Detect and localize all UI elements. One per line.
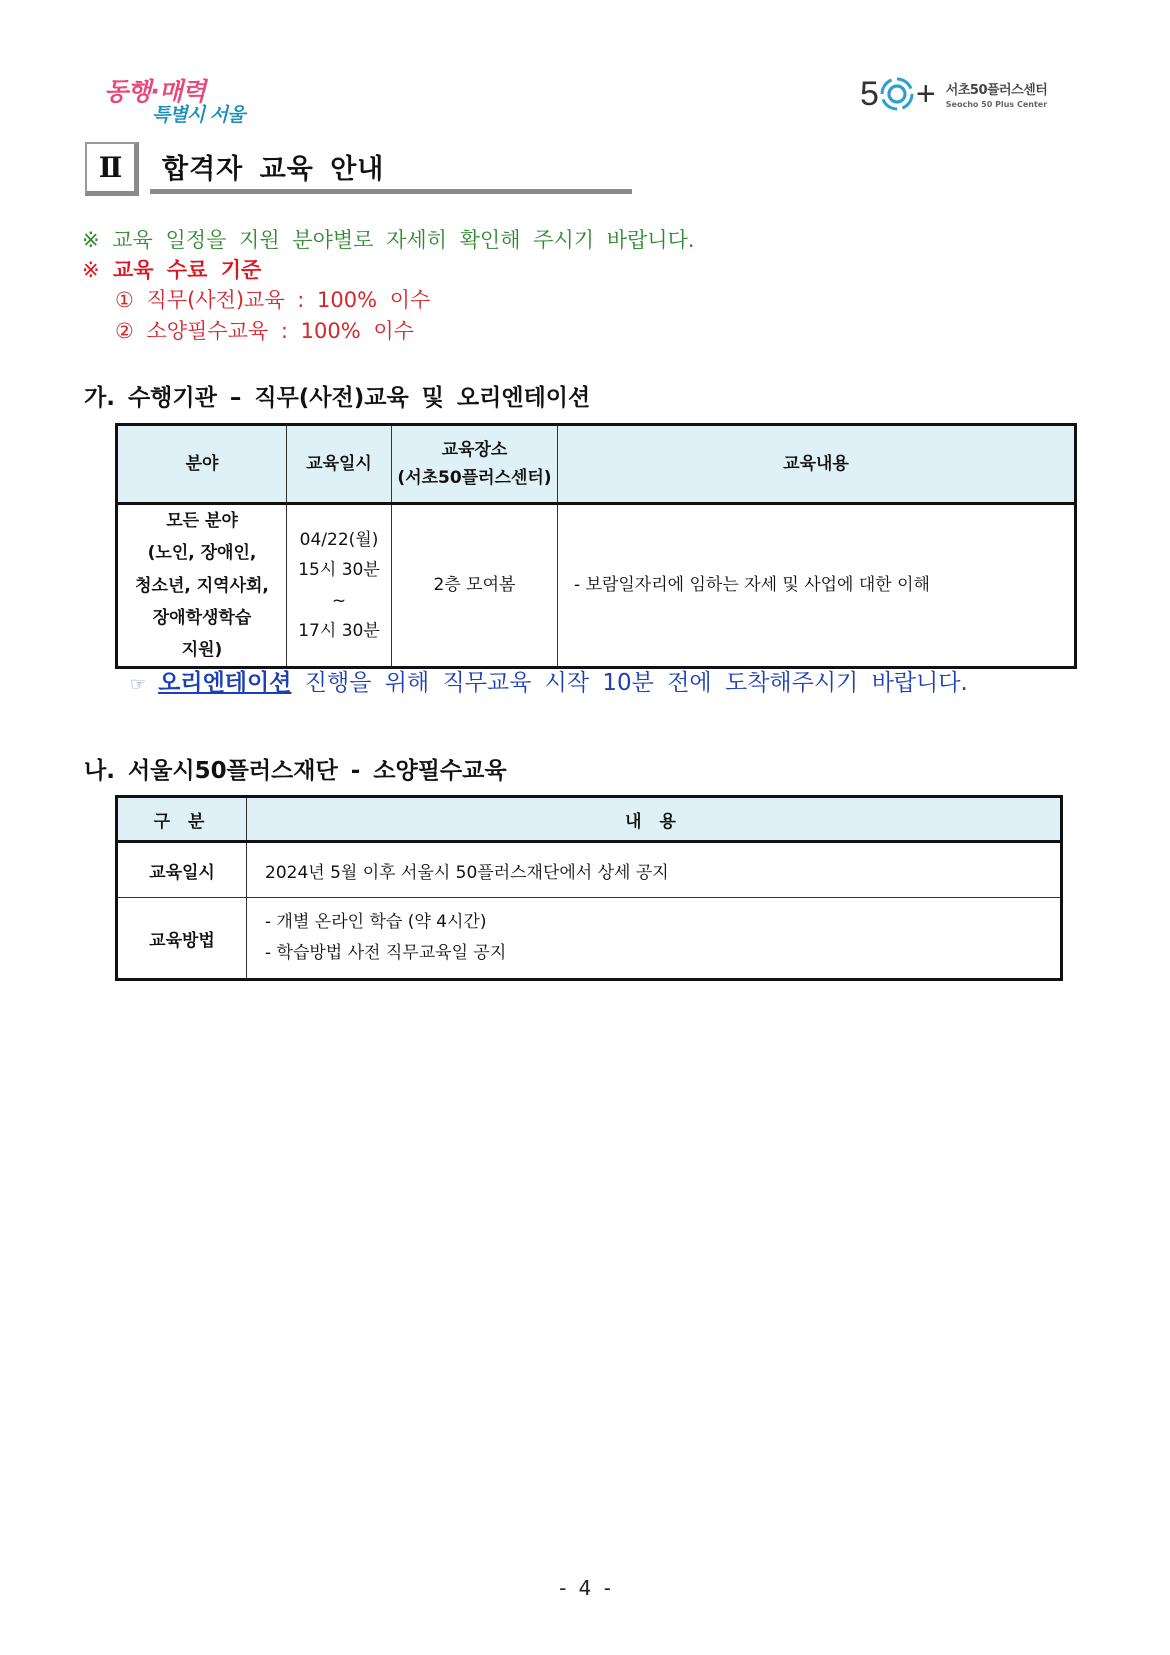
header-details: 내 용 xyxy=(247,797,1062,842)
row-value: 2024년 5월 이후 서울시 50플러스재단에서 상세 공지 xyxy=(247,842,1062,898)
cell-content: - 보람일자리에 임하는 자세 및 사업에 대한 이해 xyxy=(558,504,1076,668)
header-place-label: 교육장소 xyxy=(441,439,508,460)
page-number: - 4 - xyxy=(559,1576,611,1600)
cell-place: 2층 모여봄 xyxy=(392,504,558,668)
seoul-city-logo xyxy=(104,72,245,130)
cell-datetime xyxy=(287,504,392,668)
table-row xyxy=(117,898,1062,980)
table-row xyxy=(117,504,1076,668)
table-header-row xyxy=(117,425,1076,504)
required-training-table xyxy=(115,795,1063,981)
table-row xyxy=(117,842,1062,898)
header-place xyxy=(392,425,558,504)
field-line: 장애학생학습 xyxy=(152,607,252,628)
completion-criteria-heading xyxy=(82,254,261,284)
section-a-heading: 가. 수행기관 – 직무(사전)교육 및 오리엔테이션 xyxy=(84,385,591,411)
seocho-50plus-logo xyxy=(860,74,1047,114)
header-place-sub: (서초50플러스센터) xyxy=(397,468,552,488)
schedule-notice: ※ 교육 일정을 지원 분야별로 자세히 확인해 주시기 바랍니다. xyxy=(82,228,695,252)
field-line: 청소년, 지역사회, xyxy=(135,575,269,596)
logo-text xyxy=(946,79,1048,109)
note-text: 진행을 위해 직무교육 시작 10분 전에 도착해주시기 바랍니다. xyxy=(291,670,968,696)
job-training-table xyxy=(115,423,1077,669)
orientation-emphasis: 오리엔테이션 xyxy=(158,670,292,696)
row-label: 교육일시 xyxy=(117,842,247,898)
logo-name-en: Seocho 50 Plus Center xyxy=(945,100,1048,109)
header-category: 구 분 xyxy=(117,797,247,842)
seoul-logo-line2: 특별시 서울 xyxy=(152,104,245,126)
header-datetime: 교육일시 xyxy=(287,425,392,504)
header-content: 교육내용 xyxy=(558,425,1076,504)
datetime-line: 15시 30분 xyxy=(298,560,380,581)
pointing-hand-icon: ☞ xyxy=(130,674,147,695)
logo-number: 5 xyxy=(860,75,879,113)
page-title: 합격자 교육 안내 xyxy=(162,154,385,185)
datetime-line: 17시 30분 xyxy=(298,621,380,642)
logo-name-ko: 서초50플러스센터 xyxy=(945,83,1048,98)
row-value xyxy=(247,898,1062,980)
seoul-logo-line1: 동행·매력 xyxy=(104,77,206,106)
logo-plus: + xyxy=(915,75,936,113)
header-field: 분야 xyxy=(117,425,287,504)
reference-mark: ※ xyxy=(82,258,100,282)
criteria-title: 교육 수료 기준 xyxy=(112,258,262,282)
row-label: 교육방법 xyxy=(117,898,247,980)
section-b-heading: 나. 서울시50플러스재단 - 소양필수교육 xyxy=(84,758,507,784)
section-numeral-box: Ⅱ xyxy=(85,142,139,196)
field-line: 모든 분야 xyxy=(166,511,238,531)
datetime-line: ~ xyxy=(331,590,347,611)
datetime-line: 04/22(월) xyxy=(299,529,379,550)
orientation-note xyxy=(130,664,968,697)
value-line: - 개별 온라인 학습 (약 4시간) xyxy=(265,911,487,932)
criteria-item-2: ② 소양필수교육 : 100% 이수 xyxy=(115,319,414,343)
criteria-item-1: ① 직무(사전)교육 : 100% 이수 xyxy=(115,288,431,312)
target-ring-icon xyxy=(880,77,914,111)
field-line: 지원) xyxy=(181,640,223,661)
value-line: - 학습방법 사전 직무교육일 공지 xyxy=(265,943,507,963)
field-line: (노인, 장애인, xyxy=(147,543,257,564)
cell-field xyxy=(117,504,287,668)
title-underline xyxy=(150,189,632,194)
table-header-row xyxy=(117,797,1062,842)
